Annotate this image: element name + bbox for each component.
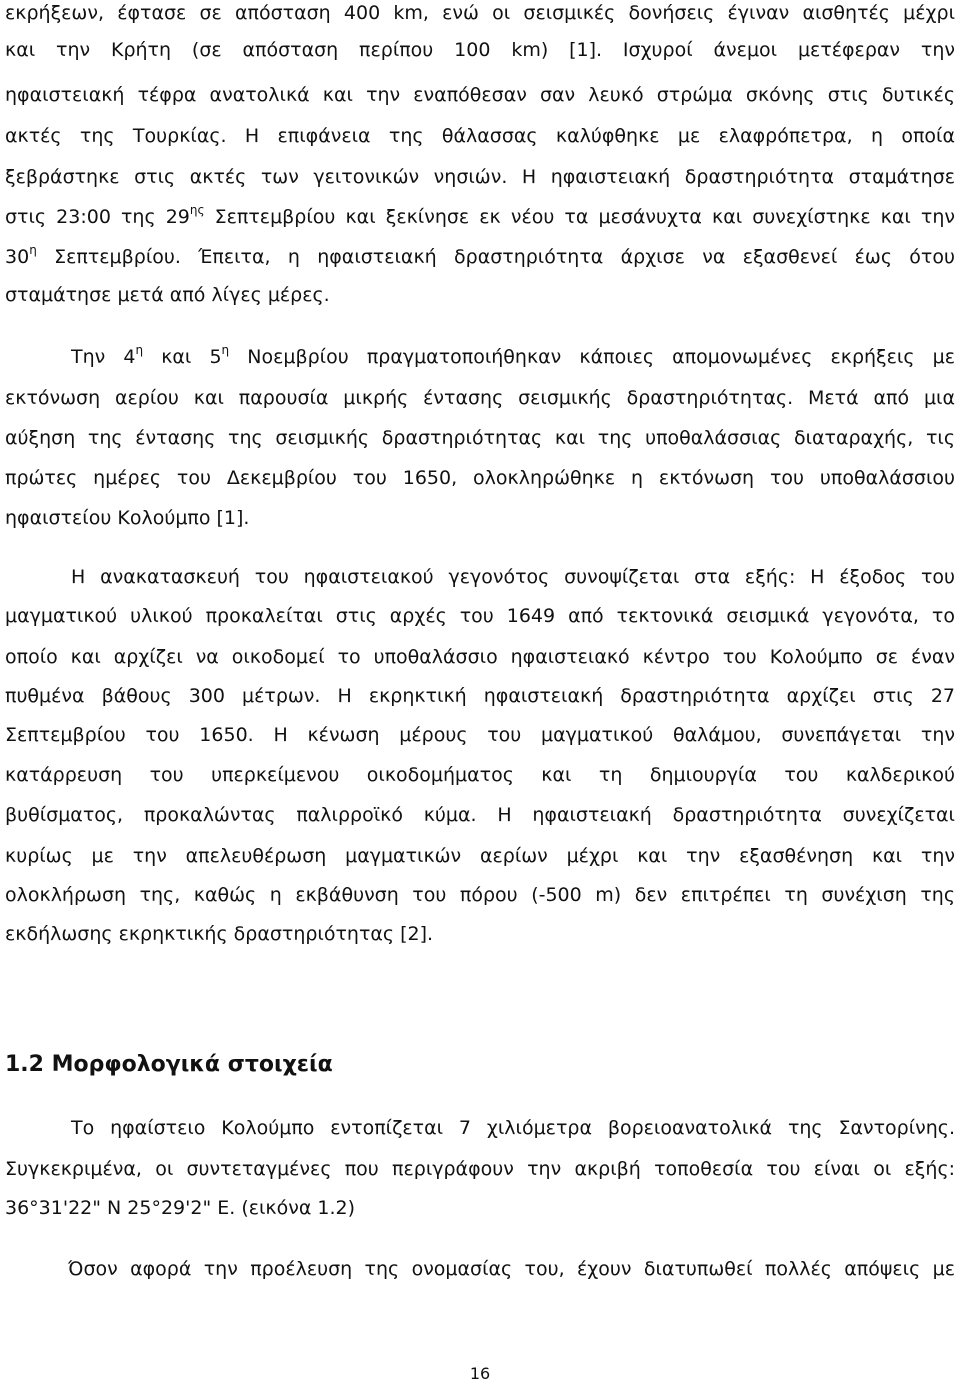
text-line: ξεβράστηκε στις ακτές των γειτονικών νησιών. Η ηφαιστειακή δραστηριότητα σταμάτησε [5,166,955,188]
text-line: κυρίως με την απελευθέρωση μαγματικών αερίων μέχρι και την εξασθένηση και την [5,845,955,867]
coordinates-text: 36°31'22" N 25°29'2" E. (εικόνα 1.2) [5,1197,356,1219]
text-fragment: και 5 [143,346,222,368]
text-fragment: Νοεμβρίου πραγματοποιήθηκαν κάποιες απομονωμένες εκρήξεις με [229,346,955,368]
text-line [5,244,955,270]
text-line: εκδήλωσης εκρηκτικής δραστηριότητας [2]. [5,923,434,945]
text-line [71,344,955,370]
text-fragment: στις 23:00 της 29 [5,206,190,228]
text-line: πυθμένα βάθους 300 μέτρων. Η εκρηκτική ηφαιστειακή δραστηριότητα αρχίζει στις 27 [5,685,955,707]
text-line: και την Κρήτη (σε απόσταση περίπου 100 km) [1]. Ισχυροί άνεμοι μετέφεραν την [5,39,955,61]
text-line: ολοκλήρωση της, καθώς η εκβάθυνση του πόρου (-500 m) δεν επιτρέπει τη συνέχιση της [5,884,955,906]
text-line: ηφαιστείου Κολούμπο [1]. [5,507,250,529]
superscript-ordinal: η [135,342,144,357]
text-line: Η ανακατασκευή του ηφαιστειακού γεγονότος συνοψίζεται στα εξής: Η έξοδος του [71,566,955,588]
superscript-ordinal: ης [189,202,205,217]
text-line: ηφαιστειακή τέφρα ανατολικά και την εναπόθεσαν σαν λευκό στρώμα σκόνης στις δυτικές [5,84,955,106]
text-fragment: Σεπτεμβρίου. Έπειτα, η ηφαιστειακή δραστηριότητα άρχισε να εξασθενεί έως ότου [36,246,955,268]
superscript-ordinal: η [29,242,37,257]
text-line: σταμάτησε μετά από λίγες μέρες. [5,284,330,306]
text-line: μαγματικού υλικού προκαλείται στις αρχές του 1649 από τεκτονικά σεισμικά γεγονότα, το [5,605,955,627]
text-line: Το ηφαίστειο Κολούμπο εντοπίζεται 7 χιλιόμετρα βορειοανατολικά της Σαντορίνης. [71,1117,955,1139]
text-line: βυθίσματος, προκαλώντας παλιρροϊκό κύμα. Η ηφαιστειακή δραστηριότητα συνεχίζεται [5,804,955,826]
text-line: εκρήξεων, έφτασε σε απόσταση 400 km, ενώ οι σεισμικές δονήσεις έγιναν αισθητές μέχρι [5,2,955,24]
text-line: ακτές της Τουρκίας. Η επιφάνεια της θάλασσας καλύφθηκε με ελαφρόπετρα, η οποία [5,125,955,147]
text-line: εκτόνωση αερίου και παρουσία μικρής έντασης σεισμικής δραστηριότητας. Μετά από μια [5,387,955,409]
text-fragment: Την 4 [71,346,136,368]
text-fragment: 30 [5,246,30,268]
text-line: Σεπτεμβρίου του 1650. Η κένωση μέρους του μαγματικού θαλάμου, συνεπάγεται την [5,724,955,746]
page-number: 16 [469,1364,491,1383]
section-heading: 1.2 Μορφολογικά στοιχεία [5,1052,333,1077]
text-line: οποίο και αρχίζει να οικοδομεί το υποθαλάσσιο ηφαιστειακό κέντρο του Κολούμπο σε έναν [5,646,955,668]
text-line: Όσον αφορά την προέλευση της ονομασίας του, έχουν διατυπωθεί πολλές απόψεις με [68,1258,955,1280]
text-line: Συγκεκριμένα, οι συντεταγμένες που περιγράφουν την ακριβή τοποθεσία του είναι οι εξής: [5,1158,955,1180]
text-line: κατάρρευση του υπερκείμενου οικοδομήματος και τη δημιουργία του καλδερικού [5,764,955,786]
text-line [5,204,955,230]
text-line: πρώτες ημέρες του Δεκεμβρίου του 1650, ολοκληρώθηκε η εκτόνωση του υποθαλάσσιου [5,467,955,489]
superscript-ordinal: η [221,342,230,357]
text-fragment: Σεπτεμβρίου και ξεκίνησε εκ νέου τα μεσάνυχτα και συνεχίστηκε και την [204,206,956,228]
text-line: αύξηση της έντασης της σεισμικής δραστηριότητας και της υποθαλάσσιας διαταραχής, τις [5,427,955,449]
